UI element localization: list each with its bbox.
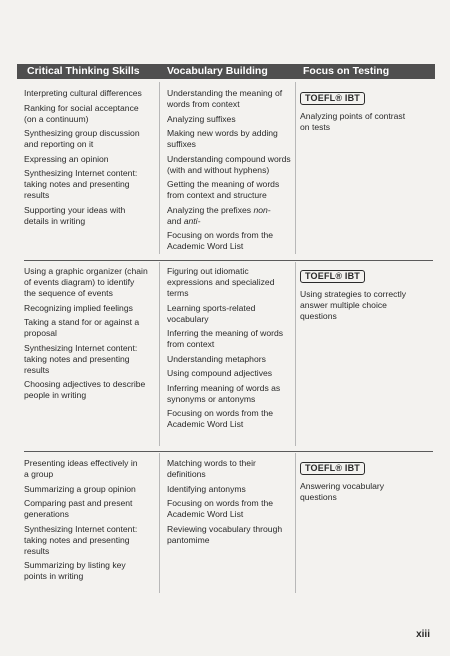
list-item: Understanding metaphors [167,353,266,364]
list-item: Presenting ideas effectively in a group [24,458,138,479]
prefix-anti: anti- [183,215,201,226]
list-item: Taking a stand for or against a proposal [24,317,140,338]
list-item: Synthesizing Internet content: taking notes and presenting results [24,342,138,375]
critical-thinking-cell [24,88,164,230]
column-divider [159,453,160,593]
row-divider [24,451,433,452]
list-item: Matching words to their definitions [167,458,256,479]
page-number: xiii [416,629,430,640]
list-item: Summarizing a group opinion [24,483,136,494]
prefix-text: Analyzing the prefixes [167,204,254,215]
list-item: Comparing past and present generations [24,498,133,519]
list-item: Inferring the meaning of words from context [167,328,284,349]
list-item: Making new words by adding suffixes [167,128,278,149]
list-item: Using a graphic organizer (chain of events diagram) to identify the sequence of events [24,266,148,298]
testing-cell [300,458,430,507]
prefix-and: and [167,215,184,226]
list-item-prefixes [167,205,292,227]
critical-thinking-cell [24,266,164,405]
list-item: Synthesizing Internet content: taking notes and presenting results [24,523,138,556]
column-divider [295,453,296,593]
list-item: Understanding compound words (with and without hyphens) [167,153,291,175]
vocabulary-cell [167,266,292,434]
vocabulary-cell [167,88,292,256]
vocabulary-cell [167,458,292,549]
list-item: Figuring out idiomatic expressions and specialized terms [167,266,275,298]
critical-thinking-cell [24,458,164,586]
list-item: Supporting your ideas with details in writing [24,204,126,226]
list-item: Recognizing implied feelings [24,302,133,313]
column-divider [159,262,160,446]
list-item: Summarizing by listing key points in writing [24,560,126,581]
list-item: Answering vocabulary questions [300,481,385,502]
header-critical-thinking: Critical Thinking Skills [27,65,140,77]
list-item: Reviewing vocabulary through pantomime [167,523,283,545]
header-focus-on-testing: Focus on Testing [303,65,390,77]
column-divider [159,82,160,254]
table-header [17,64,435,79]
column-divider [295,82,296,254]
list-item: Focusing on words from the Academic Word List [167,408,274,429]
list-item: Choosing adjectives to describe people in writing [24,379,146,400]
list-item: Using strategies to correctly answer multiple choice questions [300,289,407,321]
list-item: Synthesizing group discussion and reporting on it [24,128,140,149]
list-item: Ranking for social acceptance (on a continuum) [24,102,139,124]
prefix-non: non- [253,204,271,215]
toefl-ibt-badge: TOEFL® IBT [300,92,365,105]
row-divider [24,260,433,261]
list-item: Analyzing points of contrast on tests [300,111,406,132]
header-vocabulary-building: Vocabulary Building [167,65,268,77]
toefl-ibt-badge: TOEFL® IBT [300,270,365,283]
testing-cell [300,266,430,326]
list-item: Interpreting cultural differences [24,88,142,98]
list-item: Analyzing suffixes [167,113,236,124]
list-item: Focusing on words from the Academic Word List [167,230,274,251]
list-item: Focusing on words from the Academic Word List [167,498,274,519]
list-item: Using compound adjectives [167,368,273,378]
toefl-ibt-badge: TOEFL® IBT [300,462,365,475]
list-item: Inferring meaning of words as synonyms or antonyms [167,382,281,404]
list-item: Expressing an opinion [24,153,109,164]
list-item: Synthesizing Internet content: taking notes and presenting results [24,168,138,200]
list-item: Identifying antonyms [167,483,246,494]
list-item: Learning sports-related vocabulary [167,302,256,324]
list-item: Getting the meaning of words from context and structure [167,179,280,200]
list-item: Understanding the meaning of words from context [167,88,283,109]
testing-cell [300,88,430,137]
column-divider [295,262,296,446]
